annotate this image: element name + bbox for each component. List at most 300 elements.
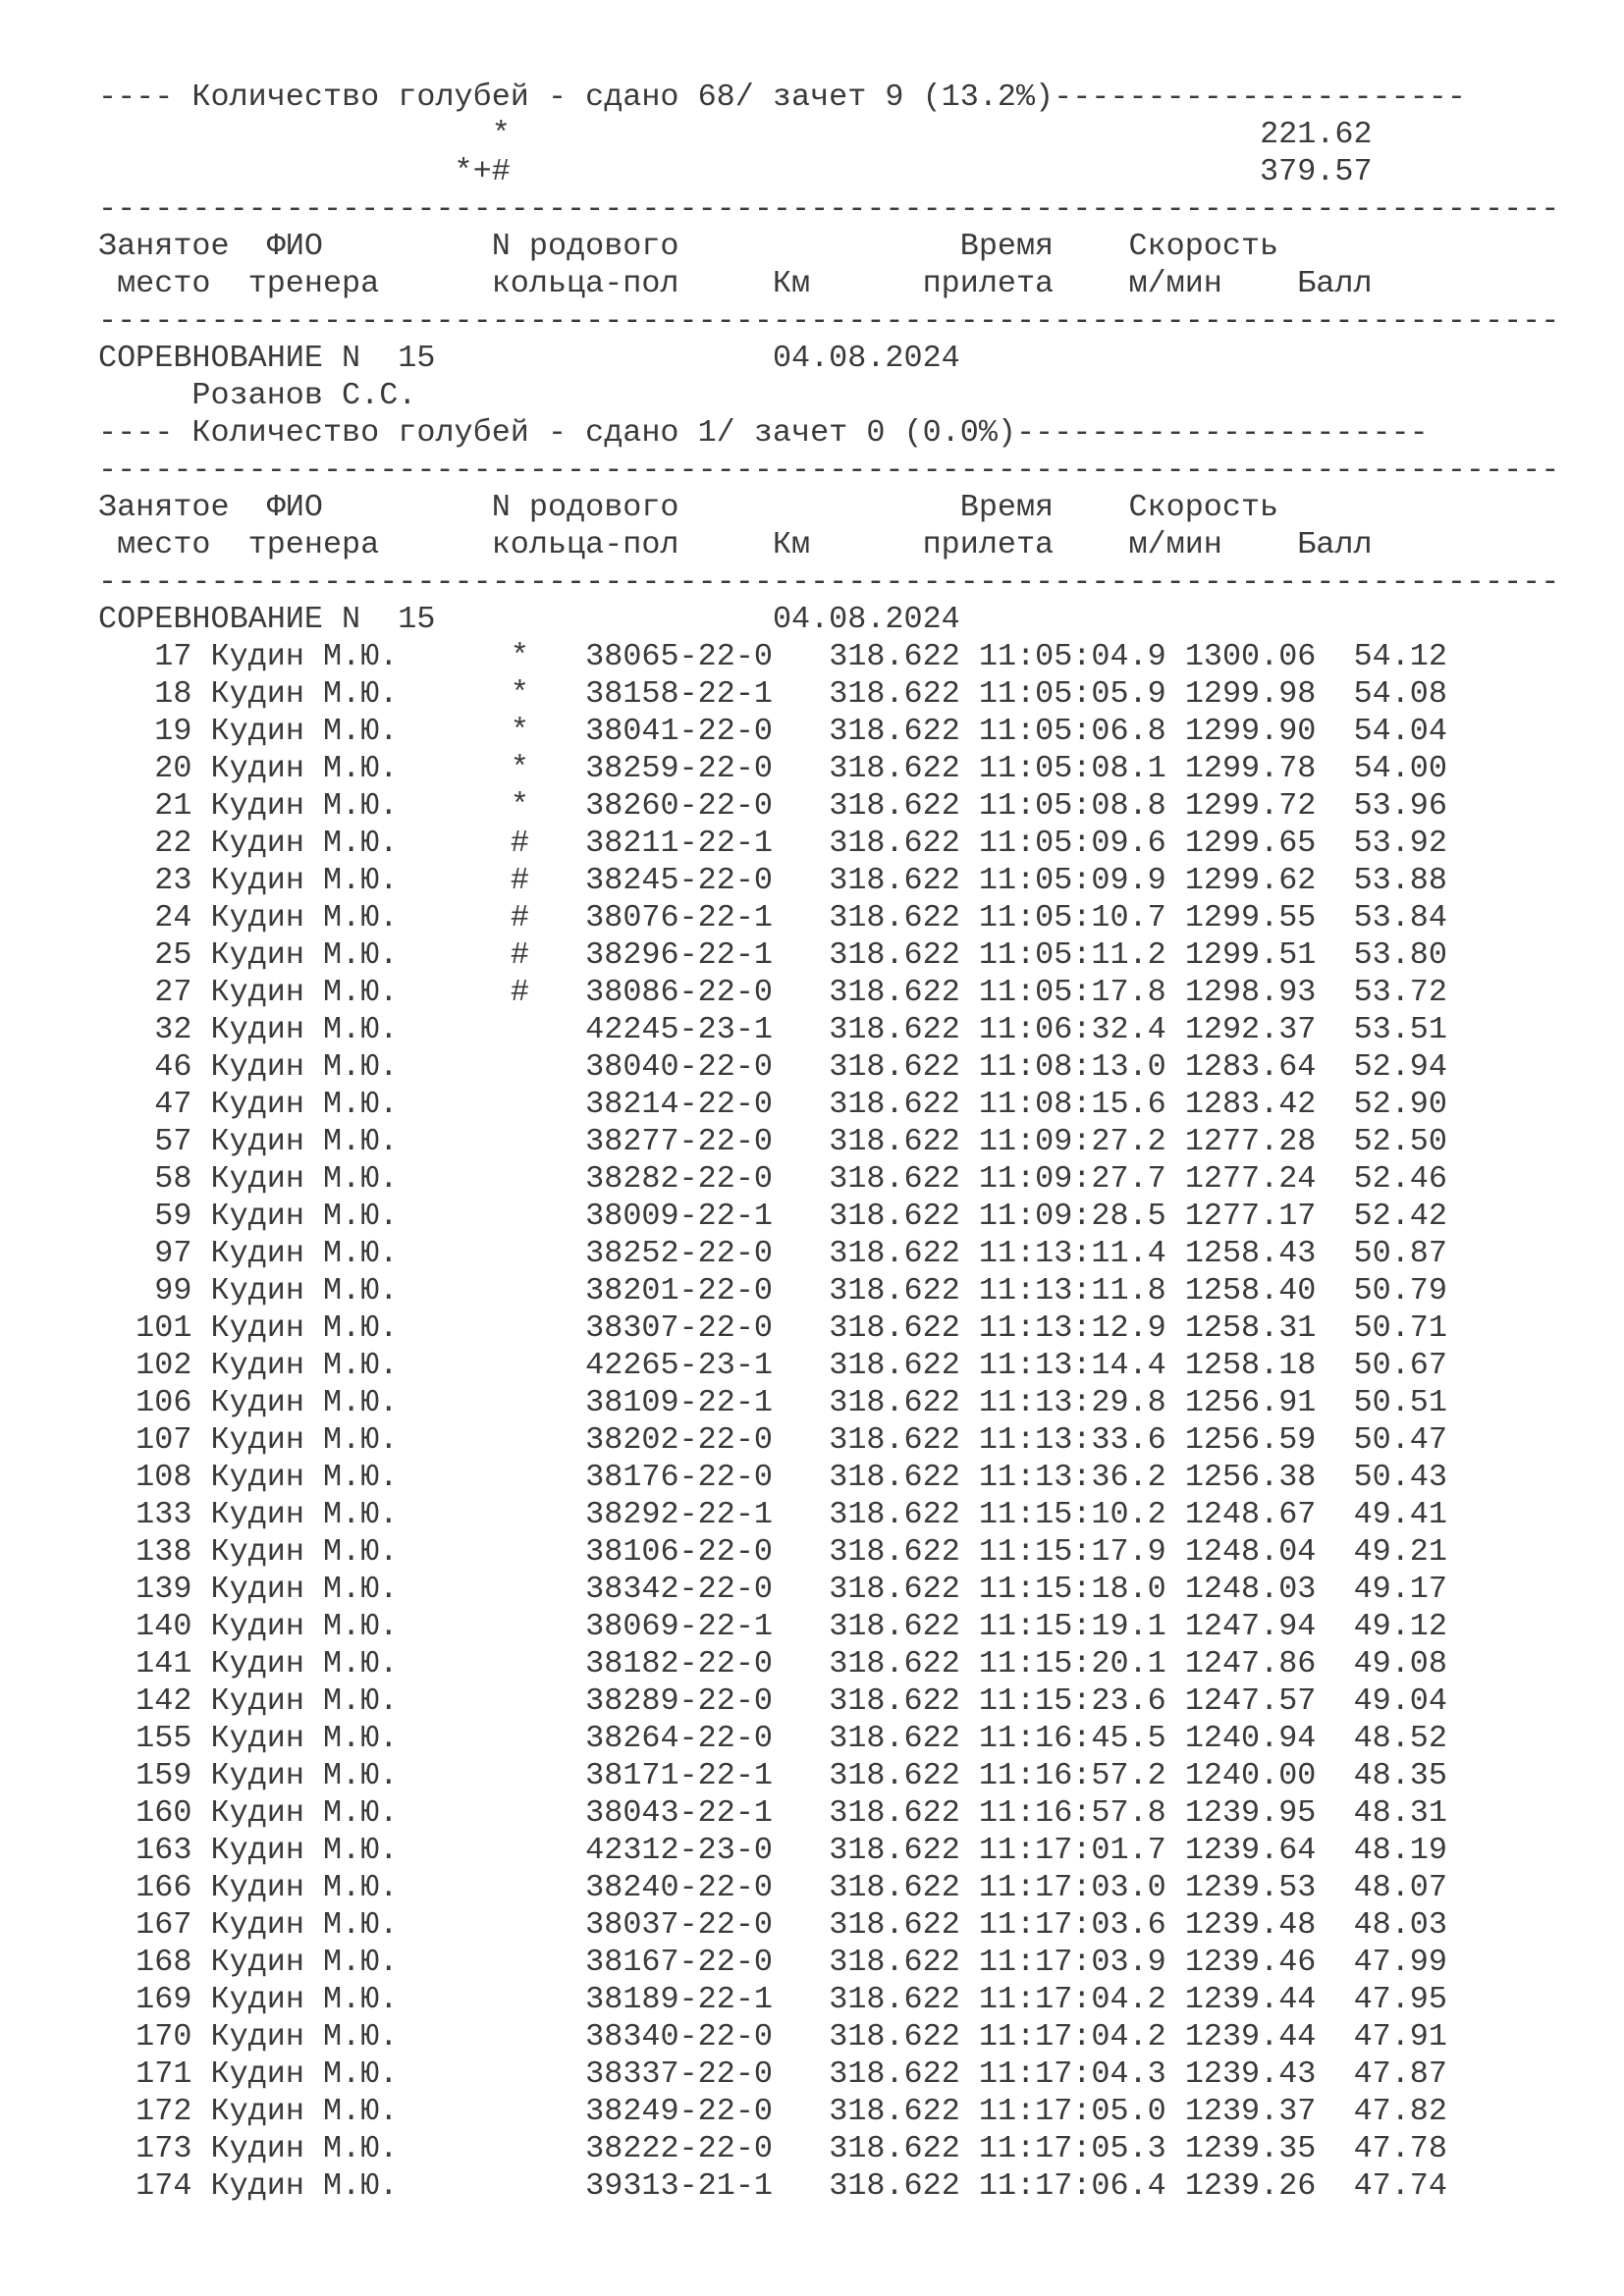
- place-cell: 155: [135, 1721, 192, 1756]
- place-cell: 133: [135, 1497, 192, 1532]
- place-cell: 163: [135, 1833, 192, 1868]
- table-row: [98, 1272, 1559, 1309]
- trainer-cell: Кудин М.Ю.: [210, 1161, 399, 1197]
- speed-cell: 1239.64: [1184, 1833, 1317, 1868]
- score-cell: 47.95: [1353, 1982, 1447, 2017]
- speed-cell: 1239.35: [1184, 2131, 1317, 2166]
- place-cell: 107: [135, 1422, 192, 1458]
- ring-cell: 38240-22-0: [585, 1870, 773, 1905]
- table-row: [98, 936, 1559, 974]
- arrival-time-cell: 11:16:57.2: [978, 1758, 1166, 1793]
- place-cell: 27: [154, 975, 192, 1010]
- mark-cell: [511, 1460, 529, 1495]
- mark-cell: [511, 1273, 529, 1308]
- place-cell: 21: [154, 788, 192, 824]
- speed-cell: 1247.57: [1184, 1683, 1317, 1719]
- trainer-cell: Кудин М.Ю.: [210, 2056, 399, 2092]
- speed-cell: 1277.24: [1184, 1161, 1317, 1197]
- score-cell: 47.87: [1353, 2056, 1447, 2092]
- score-cell: 54.12: [1353, 639, 1447, 674]
- table-row: [98, 1198, 1559, 1235]
- score-cell: 48.07: [1353, 1870, 1447, 1905]
- trainer-cell: Кудин М.Ю.: [210, 1422, 399, 1458]
- table-row: [98, 1496, 1559, 1533]
- speed-cell: 1240.00: [1184, 1758, 1317, 1793]
- table-row: [98, 1459, 1559, 1496]
- arrival-time-cell: 11:15:19.1: [978, 1609, 1166, 1644]
- speed-cell: 1239.48: [1184, 1907, 1317, 1943]
- table-row: [98, 1906, 1559, 1944]
- ring-cell: 38201-22-0: [585, 1273, 773, 1308]
- trainer-cell: Кудин М.Ю.: [210, 2019, 399, 2055]
- table-row: [98, 1384, 1559, 1421]
- speed-cell: 1299.90: [1184, 714, 1317, 749]
- km-cell: 318.622: [829, 1833, 960, 1868]
- arrival-time-cell: 11:13:29.8: [978, 1385, 1166, 1420]
- speed-cell: 1277.28: [1184, 1124, 1317, 1159]
- mark-cell: [511, 1236, 529, 1271]
- table-row: [98, 1645, 1559, 1682]
- trainer-count-line: ---- Количество голубей - сдано 1/ зачет 0 (0.0%)----------------------: [98, 415, 1429, 451]
- mark-cell: [511, 1945, 529, 1980]
- score-cell: 54.04: [1353, 714, 1447, 749]
- ring-cell: 38342-22-0: [585, 1572, 773, 1607]
- trainer-cell: Кудин М.Ю.: [210, 1683, 399, 1719]
- score-cell: 49.21: [1353, 1534, 1447, 1570]
- arrival-time-cell: 11:08:13.0: [978, 1049, 1166, 1085]
- arrival-time-cell: 11:15:10.2: [978, 1497, 1166, 1532]
- table-row: [98, 1421, 1559, 1459]
- km-cell: 318.622: [829, 1945, 960, 1980]
- trainer-line: [98, 377, 1559, 414]
- ring-cell: 42265-23-1: [585, 1348, 773, 1383]
- table-row: [98, 638, 1559, 675]
- km-cell: 318.622: [829, 1497, 960, 1532]
- speed-cell: 1299.78: [1184, 751, 1317, 786]
- score-cell: 49.04: [1353, 1683, 1447, 1719]
- ring-cell: 39313-21-1: [585, 2168, 773, 2204]
- speed-cell: 1258.40: [1184, 1273, 1317, 1308]
- score-cell: 50.71: [1353, 1310, 1447, 1346]
- speed-cell: 1239.95: [1184, 1795, 1317, 1831]
- speed-cell: 1283.64: [1184, 1049, 1317, 1085]
- km-cell: 318.622: [829, 1161, 960, 1197]
- score-cell: 48.03: [1353, 1907, 1447, 1943]
- score-cell: 50.87: [1353, 1236, 1447, 1271]
- ring-cell: 38041-22-0: [585, 714, 773, 749]
- speed-cell: 1239.26: [1184, 2168, 1317, 2204]
- km-cell: 318.622: [829, 863, 960, 898]
- mark-cell: [511, 1907, 529, 1943]
- score-cell: 47.99: [1353, 1945, 1447, 1980]
- km-cell: 318.622: [829, 1348, 960, 1383]
- table-row: [98, 1757, 1559, 1794]
- speed-cell: 1247.94: [1184, 1609, 1317, 1644]
- ring-cell: 38069-22-1: [585, 1609, 773, 1644]
- trainer-cell: Кудин М.Ю.: [210, 1795, 399, 1831]
- place-cell: 172: [135, 2094, 192, 2129]
- ring-cell: 38264-22-0: [585, 1721, 773, 1756]
- ring-cell: 38245-22-0: [585, 863, 773, 898]
- km-cell: 318.622: [829, 751, 960, 786]
- mark-cell: [511, 1646, 529, 1682]
- ring-cell: 38260-22-0: [585, 788, 773, 824]
- arrival-time-cell: 11:13:12.9: [978, 1310, 1166, 1346]
- score-cell: 50.51: [1353, 1385, 1447, 1420]
- ring-cell: 38182-22-0: [585, 1646, 773, 1682]
- km-cell: 318.622: [829, 2131, 960, 2166]
- arrival-time-cell: 11:05:08.1: [978, 751, 1166, 786]
- ring-cell: 38252-22-0: [585, 1236, 773, 1271]
- speed-cell: 1299.51: [1184, 937, 1317, 973]
- arrival-time-cell: 11:05:08.8: [978, 788, 1166, 824]
- mark-cell: *: [510, 751, 529, 786]
- trainer-cell: Кудин М.Ю.: [210, 1199, 399, 1234]
- trainer-cell: Кудин М.Ю.: [210, 1497, 399, 1532]
- place-cell: 160: [135, 1795, 192, 1831]
- summary-value-2: 379.57: [1260, 154, 1373, 189]
- km-cell: 318.622: [829, 788, 960, 824]
- arrival-time-cell: 11:05:05.9: [978, 676, 1166, 712]
- mark-cell: [511, 1833, 529, 1868]
- competition-title: СОРЕВНОВАНИЕ N 15: [98, 341, 436, 376]
- trainer-name: Розанов С.С.: [191, 378, 417, 413]
- table-row: [98, 1608, 1559, 1645]
- mark-cell: [511, 1049, 529, 1085]
- speed-cell: 1248.03: [1184, 1572, 1317, 1607]
- score-cell: 53.96: [1353, 788, 1447, 824]
- mark-cell: [511, 1758, 529, 1793]
- ring-cell: 38189-22-1: [585, 1982, 773, 2017]
- trainer-cell: Кудин М.Ю.: [210, 1982, 399, 2017]
- speed-cell: 1300.06: [1184, 639, 1317, 674]
- mark-cell: [511, 1870, 529, 1905]
- km-cell: 318.622: [829, 1124, 960, 1159]
- mark-cell: [511, 1199, 529, 1234]
- arrival-time-cell: 11:15:23.6: [978, 1683, 1166, 1719]
- column-header-line-2: место тренера кольца-пол Км прилета м/мин Балл: [98, 527, 1373, 562]
- table-row: [98, 2130, 1559, 2167]
- mark-cell: [511, 1534, 529, 1570]
- table-row: [98, 1869, 1559, 1906]
- place-cell: 138: [135, 1534, 192, 1570]
- trainer-cell: Кудин М.Ю.: [210, 1273, 399, 1308]
- place-cell: 173: [135, 2131, 192, 2166]
- place-cell: 58: [154, 1161, 192, 1197]
- mark-cell: #: [510, 863, 529, 898]
- table-row: [98, 675, 1559, 713]
- score-cell: 47.74: [1353, 2168, 1447, 2204]
- km-cell: 318.622: [829, 1646, 960, 1682]
- arrival-time-cell: 11:09:27.7: [978, 1161, 1166, 1197]
- ring-cell: 38289-22-0: [585, 1683, 773, 1719]
- score-cell: 47.82: [1353, 2094, 1447, 2129]
- trainer-cell: Кудин М.Ю.: [210, 1833, 399, 1868]
- ring-cell: 38076-22-1: [585, 900, 773, 935]
- table-row: [98, 1011, 1559, 1048]
- arrival-time-cell: 11:13:36.2: [978, 1460, 1166, 1495]
- table-row: [98, 1048, 1559, 1086]
- km-cell: 318.622: [829, 1199, 960, 1234]
- ring-cell: 38340-22-0: [585, 2019, 773, 2055]
- km-cell: 318.622: [829, 1721, 960, 1756]
- trainer-cell: Кудин М.Ю.: [210, 1460, 399, 1495]
- score-cell: 50.47: [1353, 1422, 1447, 1458]
- km-cell: 318.622: [829, 1795, 960, 1831]
- speed-cell: 1239.44: [1184, 1982, 1317, 2017]
- score-cell: 52.90: [1353, 1087, 1447, 1122]
- arrival-time-cell: 11:17:05.3: [978, 2131, 1166, 2166]
- ring-cell: 38202-22-0: [585, 1422, 773, 1458]
- place-cell: 17: [154, 639, 192, 674]
- results-document: [98, 79, 1559, 2205]
- mark-cell: [511, 1087, 529, 1122]
- mark-cell: [511, 1609, 529, 1644]
- arrival-time-cell: 11:15:18.0: [978, 1572, 1166, 1607]
- place-cell: 159: [135, 1758, 192, 1793]
- speed-cell: 1283.42: [1184, 1087, 1317, 1122]
- speed-cell: 1256.59: [1184, 1422, 1317, 1458]
- km-cell: 318.622: [829, 1385, 960, 1420]
- table-row: [98, 1832, 1559, 1869]
- score-cell: 52.46: [1353, 1161, 1447, 1197]
- mark-cell: *: [510, 714, 529, 749]
- trainer-cell: Кудин М.Ю.: [210, 975, 399, 1010]
- trainer-cell: Кудин М.Ю.: [210, 1572, 399, 1607]
- arrival-time-cell: 11:17:01.7: [978, 1833, 1166, 1868]
- place-cell: 18: [154, 676, 192, 712]
- km-cell: 318.622: [829, 2019, 960, 2055]
- mark-cell: *: [510, 788, 529, 824]
- ring-cell: 38222-22-0: [585, 2131, 773, 2166]
- trainer-cell: Кудин М.Ю.: [210, 1348, 399, 1383]
- table-row: [98, 974, 1559, 1011]
- trainer-cell: Кудин М.Ю.: [210, 751, 399, 786]
- table-row: [98, 2093, 1559, 2130]
- table-row: [98, 1720, 1559, 1757]
- arrival-time-cell: 11:17:04.2: [978, 2019, 1166, 2055]
- place-cell: 139: [135, 1572, 192, 1607]
- speed-cell: 1258.31: [1184, 1310, 1317, 1346]
- place-cell: 166: [135, 1870, 192, 1905]
- speed-cell: 1239.37: [1184, 2094, 1317, 2129]
- km-cell: 318.622: [829, 937, 960, 973]
- place-cell: 59: [154, 1199, 192, 1234]
- table-row: [98, 1086, 1559, 1123]
- score-cell: 53.80: [1353, 937, 1447, 973]
- trainer-cell: Кудин М.Ю.: [210, 2131, 399, 2166]
- table-row: [98, 1533, 1559, 1571]
- place-cell: 99: [154, 1273, 192, 1308]
- score-cell: 50.67: [1353, 1348, 1447, 1383]
- mark-cell: [511, 1982, 529, 2017]
- ring-cell: 38171-22-1: [585, 1758, 773, 1793]
- km-cell: 318.622: [829, 1460, 960, 1495]
- score-cell: 52.94: [1353, 1049, 1447, 1085]
- score-cell: 49.08: [1353, 1646, 1447, 1682]
- ring-cell: 38259-22-0: [585, 751, 773, 786]
- mark-cell: [511, 1422, 529, 1458]
- summary-count-line: ---- Количество голубей - сдано 68/ зачет 9 (13.2%)----------------------: [98, 80, 1466, 115]
- km-cell: 318.622: [829, 826, 960, 861]
- place-cell: 25: [154, 937, 192, 973]
- speed-cell: 1292.37: [1184, 1012, 1317, 1047]
- competition-title: СОРЕВНОВАНИЕ N 15: [98, 602, 436, 637]
- score-cell: 47.91: [1353, 2019, 1447, 2055]
- summary-mark-line-1: [98, 116, 1559, 153]
- mark-cell: [511, 1348, 529, 1383]
- separator: ------------------------------------------------------------------------------: [98, 564, 1560, 600]
- km-cell: 318.622: [829, 2168, 960, 2204]
- speed-cell: 1299.55: [1184, 900, 1317, 935]
- trainer-cell: Кудин М.Ю.: [210, 863, 399, 898]
- arrival-time-cell: 11:05:17.8: [978, 975, 1166, 1010]
- speed-cell: 1239.53: [1184, 1870, 1317, 1905]
- trainer-cell: Кудин М.Ю.: [210, 1721, 399, 1756]
- arrival-time-cell: 11:17:06.4: [978, 2168, 1166, 2204]
- trainer-cell: Кудин М.Ю.: [210, 900, 399, 935]
- trainer-cell: Кудин М.Ю.: [210, 1310, 399, 1346]
- score-cell: 53.84: [1353, 900, 1447, 935]
- arrival-time-cell: 11:05:06.8: [978, 714, 1166, 749]
- summary-mark-line-2: [98, 153, 1559, 190]
- arrival-time-cell: 11:09:28.5: [978, 1199, 1166, 1234]
- km-cell: 318.622: [829, 1907, 960, 1943]
- mark-cell: [511, 2094, 529, 2129]
- trainer-cell: Кудин М.Ю.: [210, 1945, 399, 1980]
- table-row: [98, 1981, 1559, 2018]
- km-cell: 318.622: [829, 1534, 960, 1570]
- arrival-time-cell: 11:13:14.4: [978, 1348, 1166, 1383]
- km-cell: 318.622: [829, 1087, 960, 1122]
- arrival-time-cell: 11:05:10.7: [978, 900, 1166, 935]
- place-cell: 47: [154, 1087, 192, 1122]
- table-row: [98, 1235, 1559, 1272]
- place-cell: 168: [135, 1945, 192, 1980]
- score-cell: 53.88: [1353, 863, 1447, 898]
- score-cell: 48.19: [1353, 1833, 1447, 1868]
- km-cell: 318.622: [829, 1273, 960, 1308]
- table-row: [98, 825, 1559, 862]
- arrival-time-cell: 11:05:11.2: [978, 937, 1166, 973]
- arrival-time-cell: 11:13:33.6: [978, 1422, 1166, 1458]
- ring-cell: 38292-22-1: [585, 1497, 773, 1532]
- trainer-cell: Кудин М.Ю.: [210, 1012, 399, 1047]
- arrival-time-cell: 11:17:04.2: [978, 1982, 1166, 2017]
- trainer-cell: Кудин М.Ю.: [210, 714, 399, 749]
- ring-cell: 42245-23-1: [585, 1012, 773, 1047]
- ring-cell: 38043-22-1: [585, 1795, 773, 1831]
- trainer-cell: Кудин М.Ю.: [210, 1385, 399, 1420]
- speed-cell: 1256.91: [1184, 1385, 1317, 1420]
- speed-cell: 1239.44: [1184, 2019, 1317, 2055]
- place-cell: 23: [154, 863, 192, 898]
- trainer-cell: Кудин М.Ю.: [210, 1049, 399, 1085]
- score-cell: 53.51: [1353, 1012, 1447, 1047]
- place-cell: 101: [135, 1310, 192, 1346]
- table-row: [98, 2056, 1559, 2093]
- mark-cell: [511, 1124, 529, 1159]
- speed-cell: 1247.86: [1184, 1646, 1317, 1682]
- table-row: [98, 1160, 1559, 1198]
- km-cell: 318.622: [829, 676, 960, 712]
- trainer-cell: Кудин М.Ю.: [210, 937, 399, 973]
- km-cell: 318.622: [829, 1012, 960, 1047]
- score-cell: 52.50: [1353, 1124, 1447, 1159]
- km-cell: 318.622: [829, 1310, 960, 1346]
- ring-cell: 38282-22-0: [585, 1161, 773, 1197]
- arrival-time-cell: 11:09:27.2: [978, 1124, 1166, 1159]
- summary-value-1: 221.62: [1260, 117, 1373, 152]
- ring-cell: 42312-23-0: [585, 1833, 773, 1868]
- arrival-time-cell: 11:05:09.9: [978, 863, 1166, 898]
- score-cell: 52.42: [1353, 1199, 1447, 1234]
- mark-cell: [511, 1385, 529, 1420]
- table-row: [98, 2018, 1559, 2056]
- competition-heading: [98, 601, 1559, 638]
- mark-cell: [511, 2168, 529, 2204]
- trainer-cell: Кудин М.Ю.: [210, 2168, 399, 2204]
- arrival-time-cell: 11:13:11.8: [978, 1273, 1166, 1308]
- ring-cell: 38214-22-0: [585, 1087, 773, 1122]
- arrival-time-cell: 11:06:32.4: [978, 1012, 1166, 1047]
- score-cell: 47.78: [1353, 2131, 1447, 2166]
- arrival-time-cell: 11:16:45.5: [978, 1721, 1166, 1756]
- speed-cell: 1256.38: [1184, 1460, 1317, 1495]
- trainer-cell: Кудин М.Ю.: [210, 826, 399, 861]
- trainer-cell: Кудин М.Ю.: [210, 1124, 399, 1159]
- place-cell: 167: [135, 1907, 192, 1943]
- speed-cell: 1239.43: [1184, 2056, 1317, 2092]
- mark-cell: [511, 1683, 529, 1719]
- trainer-cell: Кудин М.Ю.: [210, 676, 399, 712]
- trainer-cell: Кудин М.Ю.: [210, 1534, 399, 1570]
- km-cell: 318.622: [829, 975, 960, 1010]
- table-row: [98, 1571, 1559, 1608]
- place-cell: 140: [135, 1609, 192, 1644]
- place-cell: 106: [135, 1385, 192, 1420]
- ring-cell: 38086-22-0: [585, 975, 773, 1010]
- score-cell: 50.79: [1353, 1273, 1447, 1308]
- km-cell: 318.622: [829, 900, 960, 935]
- km-cell: 318.622: [829, 1422, 960, 1458]
- table-row: [98, 1309, 1559, 1347]
- ring-cell: 38277-22-0: [585, 1124, 773, 1159]
- table-row: [98, 1682, 1559, 1720]
- km-cell: 318.622: [829, 714, 960, 749]
- trainer-cell: Кудин М.Ю.: [210, 1758, 399, 1793]
- table-row: [98, 1944, 1559, 1981]
- separator: ------------------------------------------------------------------------------: [98, 191, 1560, 227]
- results-table: [98, 638, 1559, 2205]
- table-row: [98, 787, 1559, 825]
- speed-cell: 1299.65: [1184, 826, 1317, 861]
- mark-cell: *: [510, 639, 529, 674]
- table-row: [98, 750, 1559, 787]
- mark-cell: [511, 1310, 529, 1346]
- mark-cell: [511, 1795, 529, 1831]
- table-row: [98, 1347, 1559, 1384]
- place-cell: 170: [135, 2019, 192, 2055]
- ring-cell: 38211-22-1: [585, 826, 773, 861]
- place-cell: 24: [154, 900, 192, 935]
- km-cell: 318.622: [829, 1609, 960, 1644]
- trainer-cell: Кудин М.Ю.: [210, 1870, 399, 1905]
- mark-cell: #: [510, 826, 529, 861]
- score-cell: 49.17: [1353, 1572, 1447, 1607]
- table-row: [98, 1794, 1559, 1832]
- km-cell: 318.622: [829, 1982, 960, 2017]
